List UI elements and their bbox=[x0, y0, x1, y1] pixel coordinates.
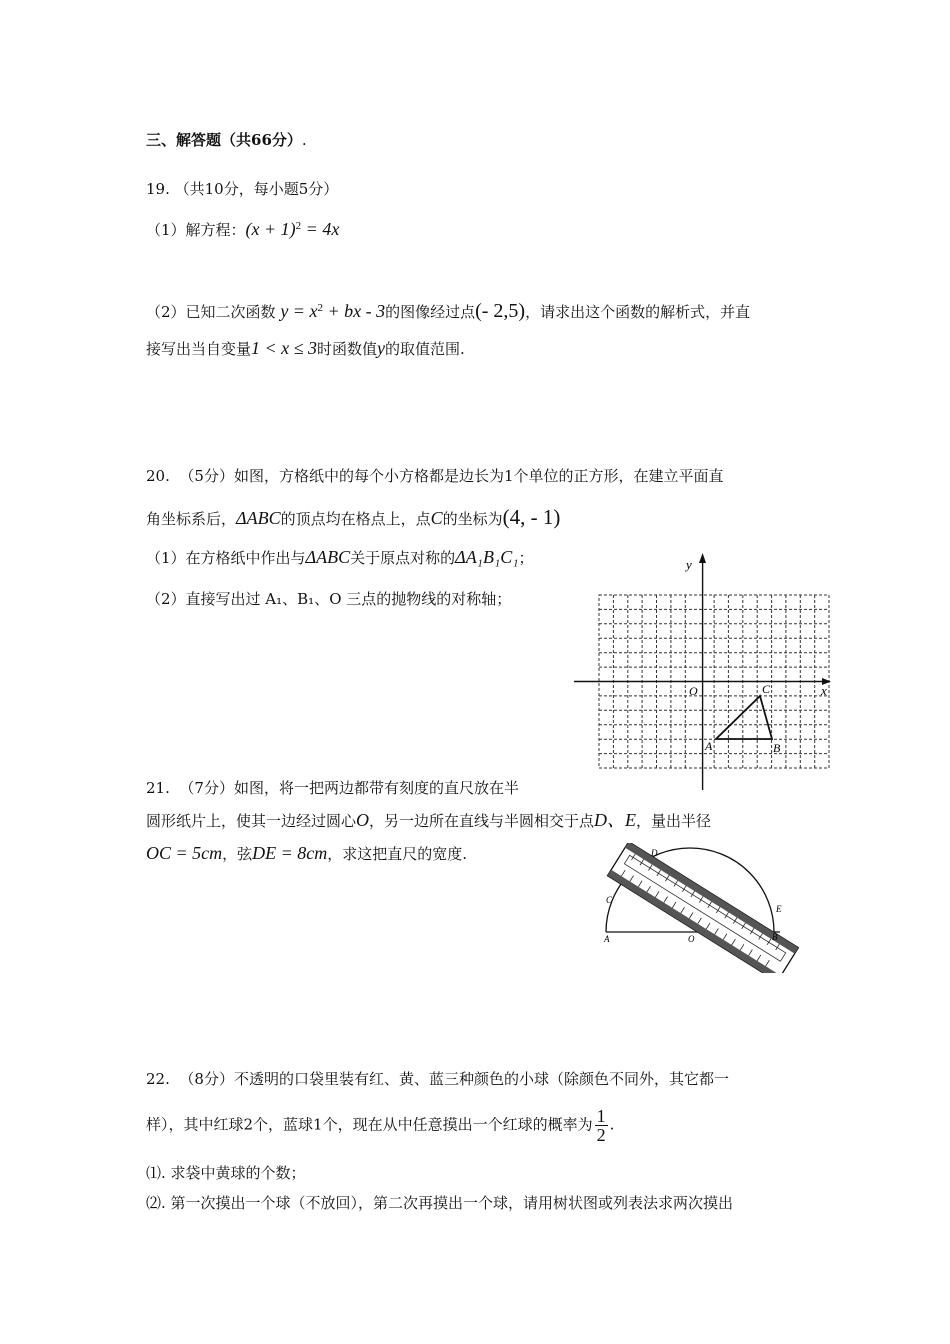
q21-points-de: D、E bbox=[594, 810, 637, 830]
q21-line3 bbox=[146, 843, 467, 865]
q19-point: (- 2,5) bbox=[475, 300, 526, 322]
q22-text1: （8分）不透明的口袋里装有红、黄、蓝三种颜色的小球（除颜色不同外，其它都一 bbox=[179, 1070, 729, 1088]
q20-line2 bbox=[146, 505, 560, 530]
q19-part2-c: ，请求出这个函数的解析式，并直 bbox=[525, 303, 751, 321]
q19-function-exp: 2 bbox=[317, 302, 323, 314]
origin-label: O bbox=[689, 684, 698, 698]
q19-function: y = x bbox=[280, 301, 318, 321]
q20-grid-figure bbox=[570, 550, 840, 790]
q20-line1 bbox=[146, 467, 724, 485]
q21-center-o: O bbox=[356, 810, 370, 830]
q19-equation-right: = 4x bbox=[301, 219, 340, 239]
q19-part1-label: （1）解方程： bbox=[146, 221, 246, 239]
q21-text1: （7分）如图，将一把两边都带有刻度的直尺放在半 bbox=[179, 779, 519, 797]
section-heading-line bbox=[146, 131, 307, 149]
q22-text2-end: . bbox=[609, 1115, 615, 1134]
q20-coord: (4, - 1) bbox=[502, 505, 561, 529]
section-heading-dot: . bbox=[301, 131, 307, 149]
fig-label-d: D bbox=[651, 848, 658, 858]
vertex-a-label: A bbox=[705, 739, 713, 753]
q21-oc: OC = 5cm bbox=[146, 843, 223, 863]
q19-part2-f: 的取值范围. bbox=[385, 340, 465, 358]
q19-score: （共10分，每小题5分） bbox=[174, 180, 339, 198]
q19-equation-left: (x + 1) bbox=[245, 219, 296, 239]
q20-triangle: ΔABC bbox=[236, 508, 281, 528]
q20-part1-c: ； bbox=[518, 549, 534, 567]
q19-range: 1 < x ≤ 3 bbox=[251, 338, 318, 358]
q21-ruler-figure bbox=[595, 843, 805, 973]
q19-part2-line2 bbox=[146, 338, 465, 360]
ruler bbox=[608, 843, 799, 973]
q20-point-c: C bbox=[430, 508, 443, 528]
q22-part1 bbox=[146, 1164, 306, 1182]
vertex-c-label: C bbox=[762, 682, 771, 696]
q20-part2-text: （2）直接写出过 A₁、B₁、O 三点的抛物线的对称轴； bbox=[146, 590, 512, 608]
section-heading: 三、解答题（共66分） bbox=[146, 131, 302, 149]
q22-number: 22. bbox=[146, 1070, 170, 1088]
q20-text2a: 角坐标系后， bbox=[146, 510, 237, 528]
q19-function-rest: + bx - 3 bbox=[322, 301, 386, 321]
q20-text1: （5分）如图，方格纸中的每个小方格都是边长为1个单位的正方形，在建立平面直 bbox=[179, 467, 724, 485]
fig-label-e: E bbox=[776, 904, 782, 914]
y-axis-label: y bbox=[686, 557, 692, 572]
q19-part2-d: 接写出当自变量 bbox=[146, 340, 252, 358]
q19-y: y bbox=[377, 338, 386, 358]
q19-part2-b: 的图像经过点 bbox=[385, 303, 476, 321]
vertex-b-label: B bbox=[773, 741, 781, 755]
q20-number: 20. bbox=[146, 467, 170, 485]
q21-text2b: ，另一边所在直线与半圆相交于点 bbox=[369, 812, 595, 830]
triangle-abc bbox=[716, 696, 772, 739]
q22-frac-den: 2 bbox=[596, 1125, 606, 1145]
q22-fraction bbox=[595, 1107, 608, 1144]
q21-text2c: ，量出半径 bbox=[636, 812, 712, 830]
q20-part1-tri2: ΔA₁B₁C₁ bbox=[455, 547, 519, 567]
q21-text2a: 圆形纸片上，使其一边经过圆心 bbox=[146, 812, 357, 830]
q19-equation-exp: 2 bbox=[295, 220, 302, 232]
fig-label-a: A bbox=[604, 934, 610, 944]
q22-part1-text: ⑴. 求袋中黄球的个数； bbox=[146, 1164, 306, 1182]
q21-text3b: ，求这把直尺的宽度. bbox=[327, 845, 468, 863]
q20-part1-b: 关于原点对称的 bbox=[350, 549, 456, 567]
q20-part1-tri: ΔABC bbox=[305, 547, 351, 567]
x-axis-label: x bbox=[821, 683, 827, 698]
q19-part2-e: 时函数值 bbox=[317, 340, 378, 358]
q21-text3a: ，弦 bbox=[222, 845, 253, 863]
q19-number: 19. bbox=[146, 180, 170, 198]
q22-line1 bbox=[146, 1070, 729, 1088]
q22-part2-text: ⑵. 第一次摸出一个球（不放回），第二次再摸出一个球，请用树状图或列表法求两次摸出 bbox=[146, 1194, 734, 1212]
q22-text2: 样），其中红球2个，蓝球1个，现在从中任意摸出一个红球的概率为 bbox=[146, 1115, 593, 1134]
fig-label-o: O bbox=[688, 934, 695, 944]
q19-header bbox=[146, 180, 338, 198]
q20-part1 bbox=[146, 547, 533, 569]
q21-line1 bbox=[146, 779, 519, 797]
q21-number: 21. bbox=[146, 779, 170, 797]
q22-frac-num: 1 bbox=[596, 1106, 606, 1126]
q19-part2-line1 bbox=[146, 299, 750, 323]
q21-de: DE = 8cm bbox=[252, 843, 328, 863]
y-axis-arrow-icon bbox=[699, 553, 706, 563]
q22-line2 bbox=[146, 1107, 614, 1144]
q22-part2 bbox=[146, 1194, 733, 1212]
fig-label-b: B bbox=[772, 932, 778, 942]
q19-part1 bbox=[146, 219, 339, 241]
q19-part2-a: （2）已知二次函数 bbox=[146, 303, 281, 321]
q21-line2 bbox=[146, 810, 711, 832]
q20-part1-a: （1）在方格纸中作出与 bbox=[146, 549, 306, 567]
fig-label-c: C bbox=[606, 895, 613, 905]
q20-text2d: 的坐标为 bbox=[442, 510, 503, 528]
q20-part2 bbox=[146, 590, 511, 608]
q20-text2b: 的顶点均在格点上，点 bbox=[280, 510, 431, 528]
